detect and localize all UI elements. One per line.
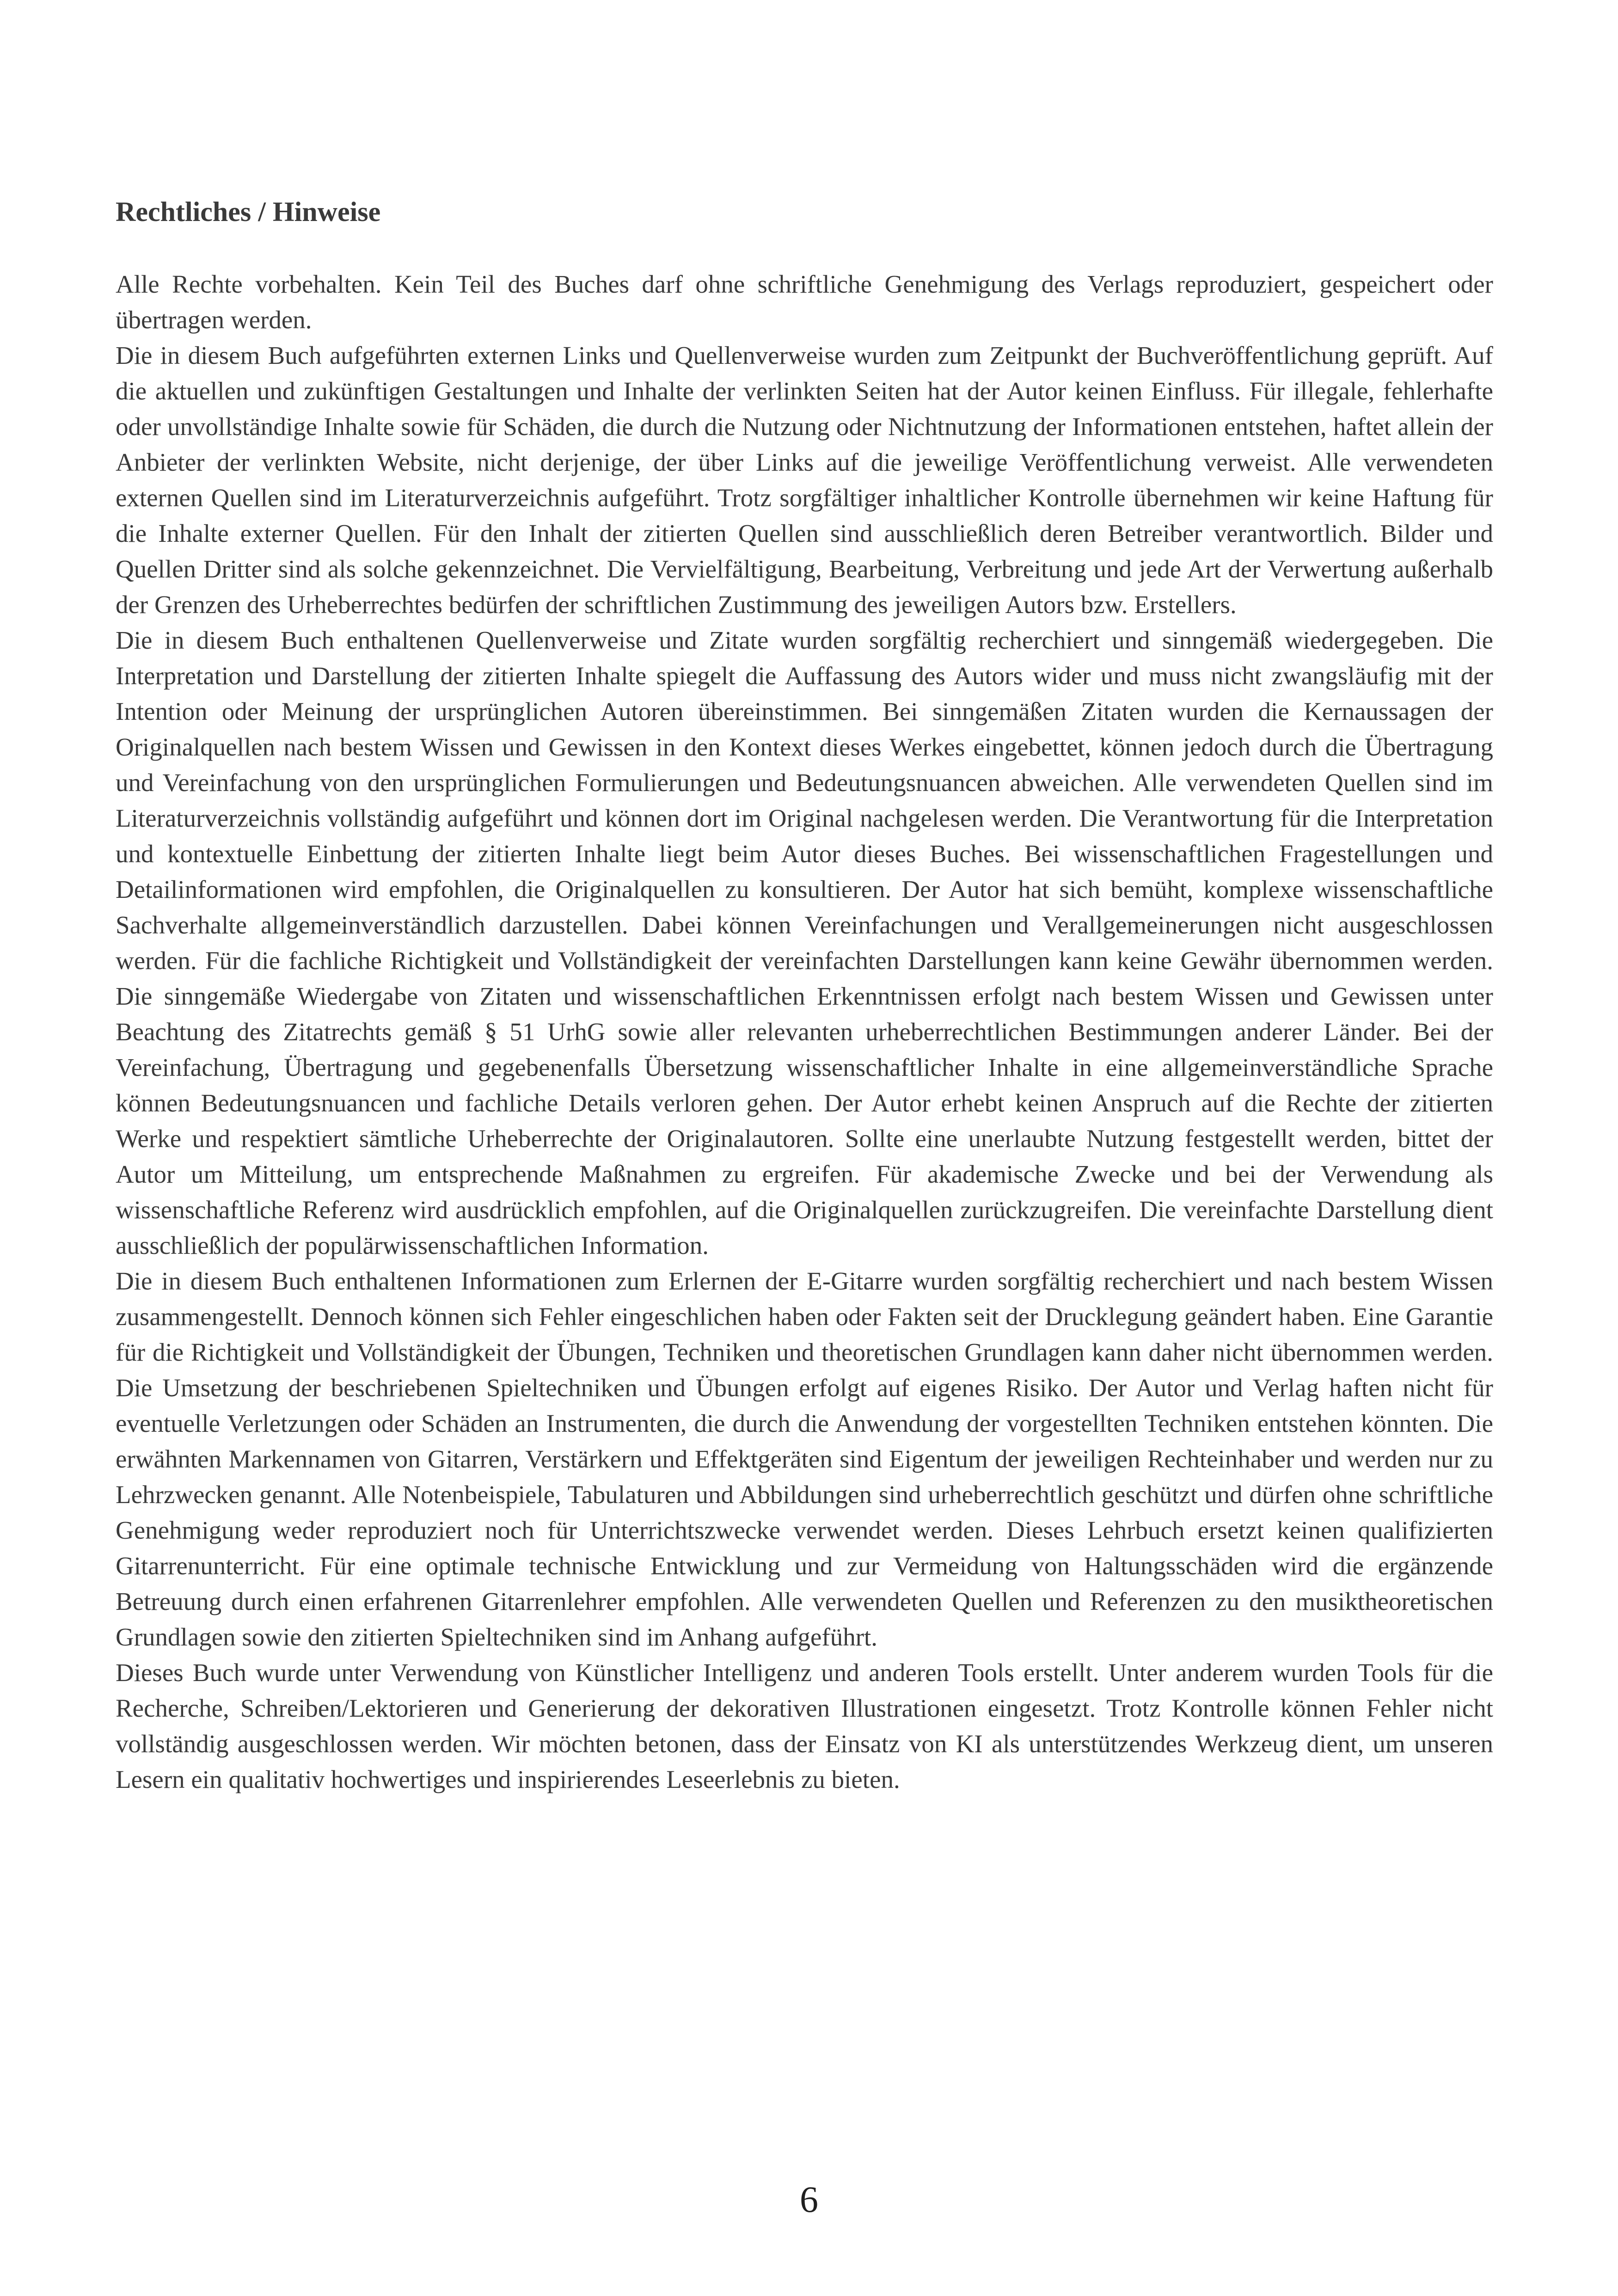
paragraph-citations: Die in diesem Buch enthaltenen Quellenverweise und Zitate wurden sorgfältig recherchiert und sinngemäß wiedergegeben. Die Interpretation und Darstellung der zitierten Inhalte spiegelt die Auffassung des Autors wider und muss nicht zwangsläufig mit der Intention oder Meinung der ursprünglichen Autoren übereinstimmen. Bei sinngemäßen Zitaten wurden die Kernaussagen der Originalquellen nach bestem Wissen und Gewissen in den Kontext dieses Werkes eingebettet, können jedoch durch die Übertragung und Vereinfachung von den ursprünglichen Formulierungen und Bedeutungsnuancen abweichen. Alle verwendeten Quellen sind im Literaturverzeichnis vollständig aufgeführt und können dort im Original nachgelesen werden. Die Verantwortung für die Interpretation und kontextuelle Einbettung der zitierten Inhalte liegt beim Autor dieses Buches. Bei wissenschaftlichen Fragestellungen und Detailinformationen wird empfohlen, die Originalquellen zu konsultieren. Der Autor hat sich bemüht, komplexe wissenschaftliche Sachverhalte allgemeinverständlich darzustellen. Dabei können Vereinfachungen und Verallgemeinerungen nicht ausgeschlossen werden. Für die fachliche Richtigkeit und Vollständigkeit der vereinfachten Darstellungen kann keine Gewähr übernommen werden. Die sinngemäße Wiedergabe von Zitaten und wissenschaftlichen Erkenntnissen erfolgt nach bestem Wissen und Gewissen unter Beachtung des Zitatrechts gemäß § 51 UrhG sowie aller relevanten urheberrechtlichen Bestimmungen anderer Länder. Bei der Vereinfachung, Übertragung und gegebenenfalls Übersetzung wissenschaftlicher Inhalte in eine allgemeinverständliche Sprache können Bedeutungsnuancen und fachliche Details verloren gehen. Der Autor erhebt keinen Anspruch auf die Rechte der zitierten Werke und respektiert sämtliche Urheberrechte der Originalautoren. Sollte eine unerlaubte Nutzung festgestellt werden, bittet der Autor um Mitteilung, um entsprechende Maßnahmen zu ergreifen. Für akademische Zwecke und bei der Verwendung als wissenschaftliche Referenz wird ausdrücklich empfohlen, auf die Originalquellen zurückzugreifen. Die vereinfachte Darstellung dient ausschließlich der populärwissenschaftlichen Information.	[116, 626, 1493, 1259]
paragraph-ai-notice: Dieses Buch wurde unter Verwendung von Künstlicher Intelligenz und anderen Tools erstellt. Unter anderem wurden Tools für die Recherche, Schreiben/Lektorieren und Generierung der dekorativen Illustrationen eingesetzt. Trotz Kontrolle können Fehler nicht vollständig ausgeschlossen werden. Wir möchten betonen, dass der Einsatz von KI als unterstützendes Werkzeug dient, um unseren Lesern ein qualitativ hochwertiges und inspirierendes Leseerlebnis zu bieten.	[116, 1658, 1493, 1793]
page-heading: Rechtliches / Hinweise	[116, 196, 381, 227]
paragraph-guitar-disclaimer: Die in diesem Buch enthaltenen Informationen zum Erlernen der E-Gitarre wurden sorgfältig recherchiert und nach bestem Wissen zusammengestellt. Dennoch können sich Fehler eingeschlichen haben oder Fakten seit der Drucklegung geändert haben. Eine Garantie für die Richtigkeit und Vollständigkeit der Übungen, Techniken und theoretischen Grundlagen kann daher nicht übernommen werden. Die Umsetzung der beschriebenen Spieltechniken und Übungen erfolgt auf eigenes Risiko. Der Autor und Verlag haften nicht für eventuelle Verletzungen oder Schäden an Instrumenten, die durch die Anwendung der vorgestellten Techniken entstehen könnten. Die erwähnten Markennamen von Gitarren, Verstärkern und Effektgeräten sind Eigentum der jeweiligen Rechteinhaber und werden nur zu Lehrzwecken genannt. Alle Notenbeispiele, Tabulaturen und Abbildungen sind urheberrechtlich geschützt und dürfen ohne schriftliche Genehmigung weder reproduziert noch für Unterrichtszwecke verwendet werden. Dieses Lehrbuch ersetzt keinen qualifizierten Gitarrenunterricht. Für eine optimale technische Entwicklung und zur Vermeidung von Haltungsschäden wird die ergänzende Betreuung durch einen erfahrenen Gitarrenlehrer empfohlen. Alle verwendeten Quellen und Referenzen zu den musiktheoretischen Grundlagen sowie den zitierten Spieltechniken sind im Anhang aufgeführt.	[116, 1267, 1493, 1651]
page-content	[116, 194, 1493, 1797]
page-number: 6	[800, 2179, 818, 2220]
paragraph-rights: Alle Rechte vorbehalten. Kein Teil des Buches darf ohne schriftliche Genehmigung des Verlags reproduziert, gespeichert oder übertragen werden.	[116, 270, 1493, 334]
paragraph-external-links: Die in diesem Buch aufgeführten externen Links und Quellenverweise wurden zum Zeitpunkt der Buchveröffentlichung geprüft. Auf die aktuellen und zukünftigen Gestaltungen und Inhalte der verlinkten Seiten hat der Autor keinen Einfluss. Für illegale, fehlerhafte oder unvollständige Inhalte sowie für Schäden, die durch die Nutzung oder Nichtnutzung der Informationen entstehen, haftet allein der Anbieter der verlinkten Website, nicht derjenige, der über Links auf die jeweilige Veröffentlichung verweist. Alle verwendeten externen Quellen sind im Literaturverzeichnis aufgeführt. Trotz sorgfältiger inhaltlicher Kontrolle übernehmen wir keine Haftung für die Inhalte externer Quellen. Für den Inhalt der zitierten Quellen sind ausschließlich deren Betreiber verantwortlich. Bilder und Quellen Dritter sind als solche gekennzeichnet. Die Vervielfältigung, Bearbeitung, Verbreitung und jede Art der Verwertung außerhalb der Grenzen des Urheberrechtes bedürfen der schriftlichen Zustimmung des jeweiligen Autors bzw. Erstellers.	[116, 341, 1493, 619]
